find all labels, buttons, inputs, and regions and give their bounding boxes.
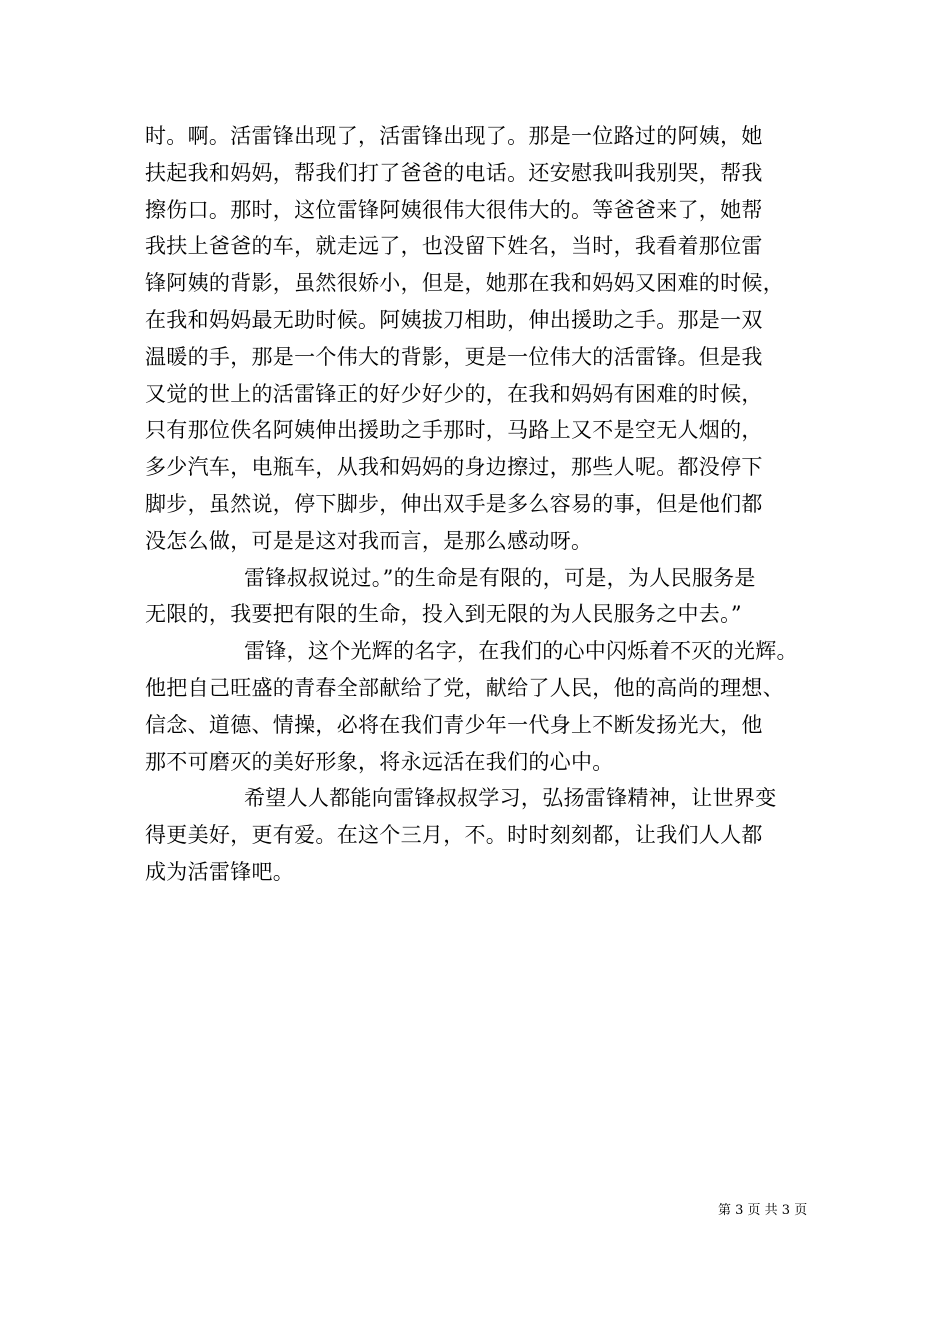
text-line: 那不可磨灭的美好形象，将永远活在我们的心中。 <box>145 749 614 774</box>
text-line: 锋阿姨的背影，虽然很娇小，但是，她那在我和妈妈又困难的时候， <box>145 271 784 296</box>
text-line: 脚步，虽然说，停下脚步，伸出双手是多么容易的事，但是他们都 <box>145 491 763 516</box>
text-line: 温暖的手，那是一个伟大的背影，更是一位伟大的活雷锋。但是我 <box>145 344 763 369</box>
text-line: 多少汽车，电瓶车，从我和妈妈的身边擦过，那些人呢。都没停下 <box>145 455 763 480</box>
paragraph-first-line: 雷锋，这个光辉的名字，在我们的心中闪烁着不灭的光辉。 <box>244 639 798 664</box>
text-line: 没怎么做，可是是这对我而言，是那么感动呀。 <box>145 528 593 553</box>
text-line: 得更美好，更有爱。在这个三月，不。时时刻刻都，让我们人人都 <box>145 823 763 848</box>
text-line: 信念、道德、情操，必将在我们青少年一代身上不断发扬光大，他 <box>145 712 763 737</box>
text-line: 只有那位佚名阿姨伸出援助之手那时，马路上又不是空无人烟的， <box>145 418 763 443</box>
text-line: 我扶上爸爸的车，就走远了，也没留下姓名，当时，我看着那位雷 <box>145 234 763 259</box>
page-number-footer: 第 3 页 共 3 页 <box>718 1203 808 1218</box>
paragraph-first-line: 希望人人都能向雷锋叔叔学习，弘扬雷锋精神，让世界变 <box>244 786 777 811</box>
text-line: 在我和妈妈最无助时候。阿姨拔刀相助，伸出援助之手。那是一双 <box>145 307 763 332</box>
text-line: 他把自己旺盛的青春全部献给了党，献给了人民，他的高尚的理想、 <box>145 675 784 700</box>
text-line: 又觉的世上的活雷锋正的好少好少的，在我和妈妈有困难的时候， <box>145 381 763 406</box>
text-line: 擦伤口。那时，这位雷锋阿姨很伟大很伟大的。等爸爸来了，她帮 <box>145 197 763 222</box>
text-line: 扶起我和妈妈，帮我们打了爸爸的电话。还安慰我叫我别哭，帮我 <box>145 160 763 185</box>
text-line: 无限的，我要把有限的生命，投入到无限的为人民服务之中去。” <box>145 602 742 627</box>
document-body <box>145 118 813 891</box>
text-line: 成为活雷锋吧。 <box>145 859 295 884</box>
text-line: 时。啊。活雷锋出现了，活雷锋出现了。那是一位路过的阿姨，她 <box>145 124 763 148</box>
paragraph-first-line: 雷锋叔叔说过。”的生命是有限的，可是，为人民服务是 <box>244 565 756 590</box>
